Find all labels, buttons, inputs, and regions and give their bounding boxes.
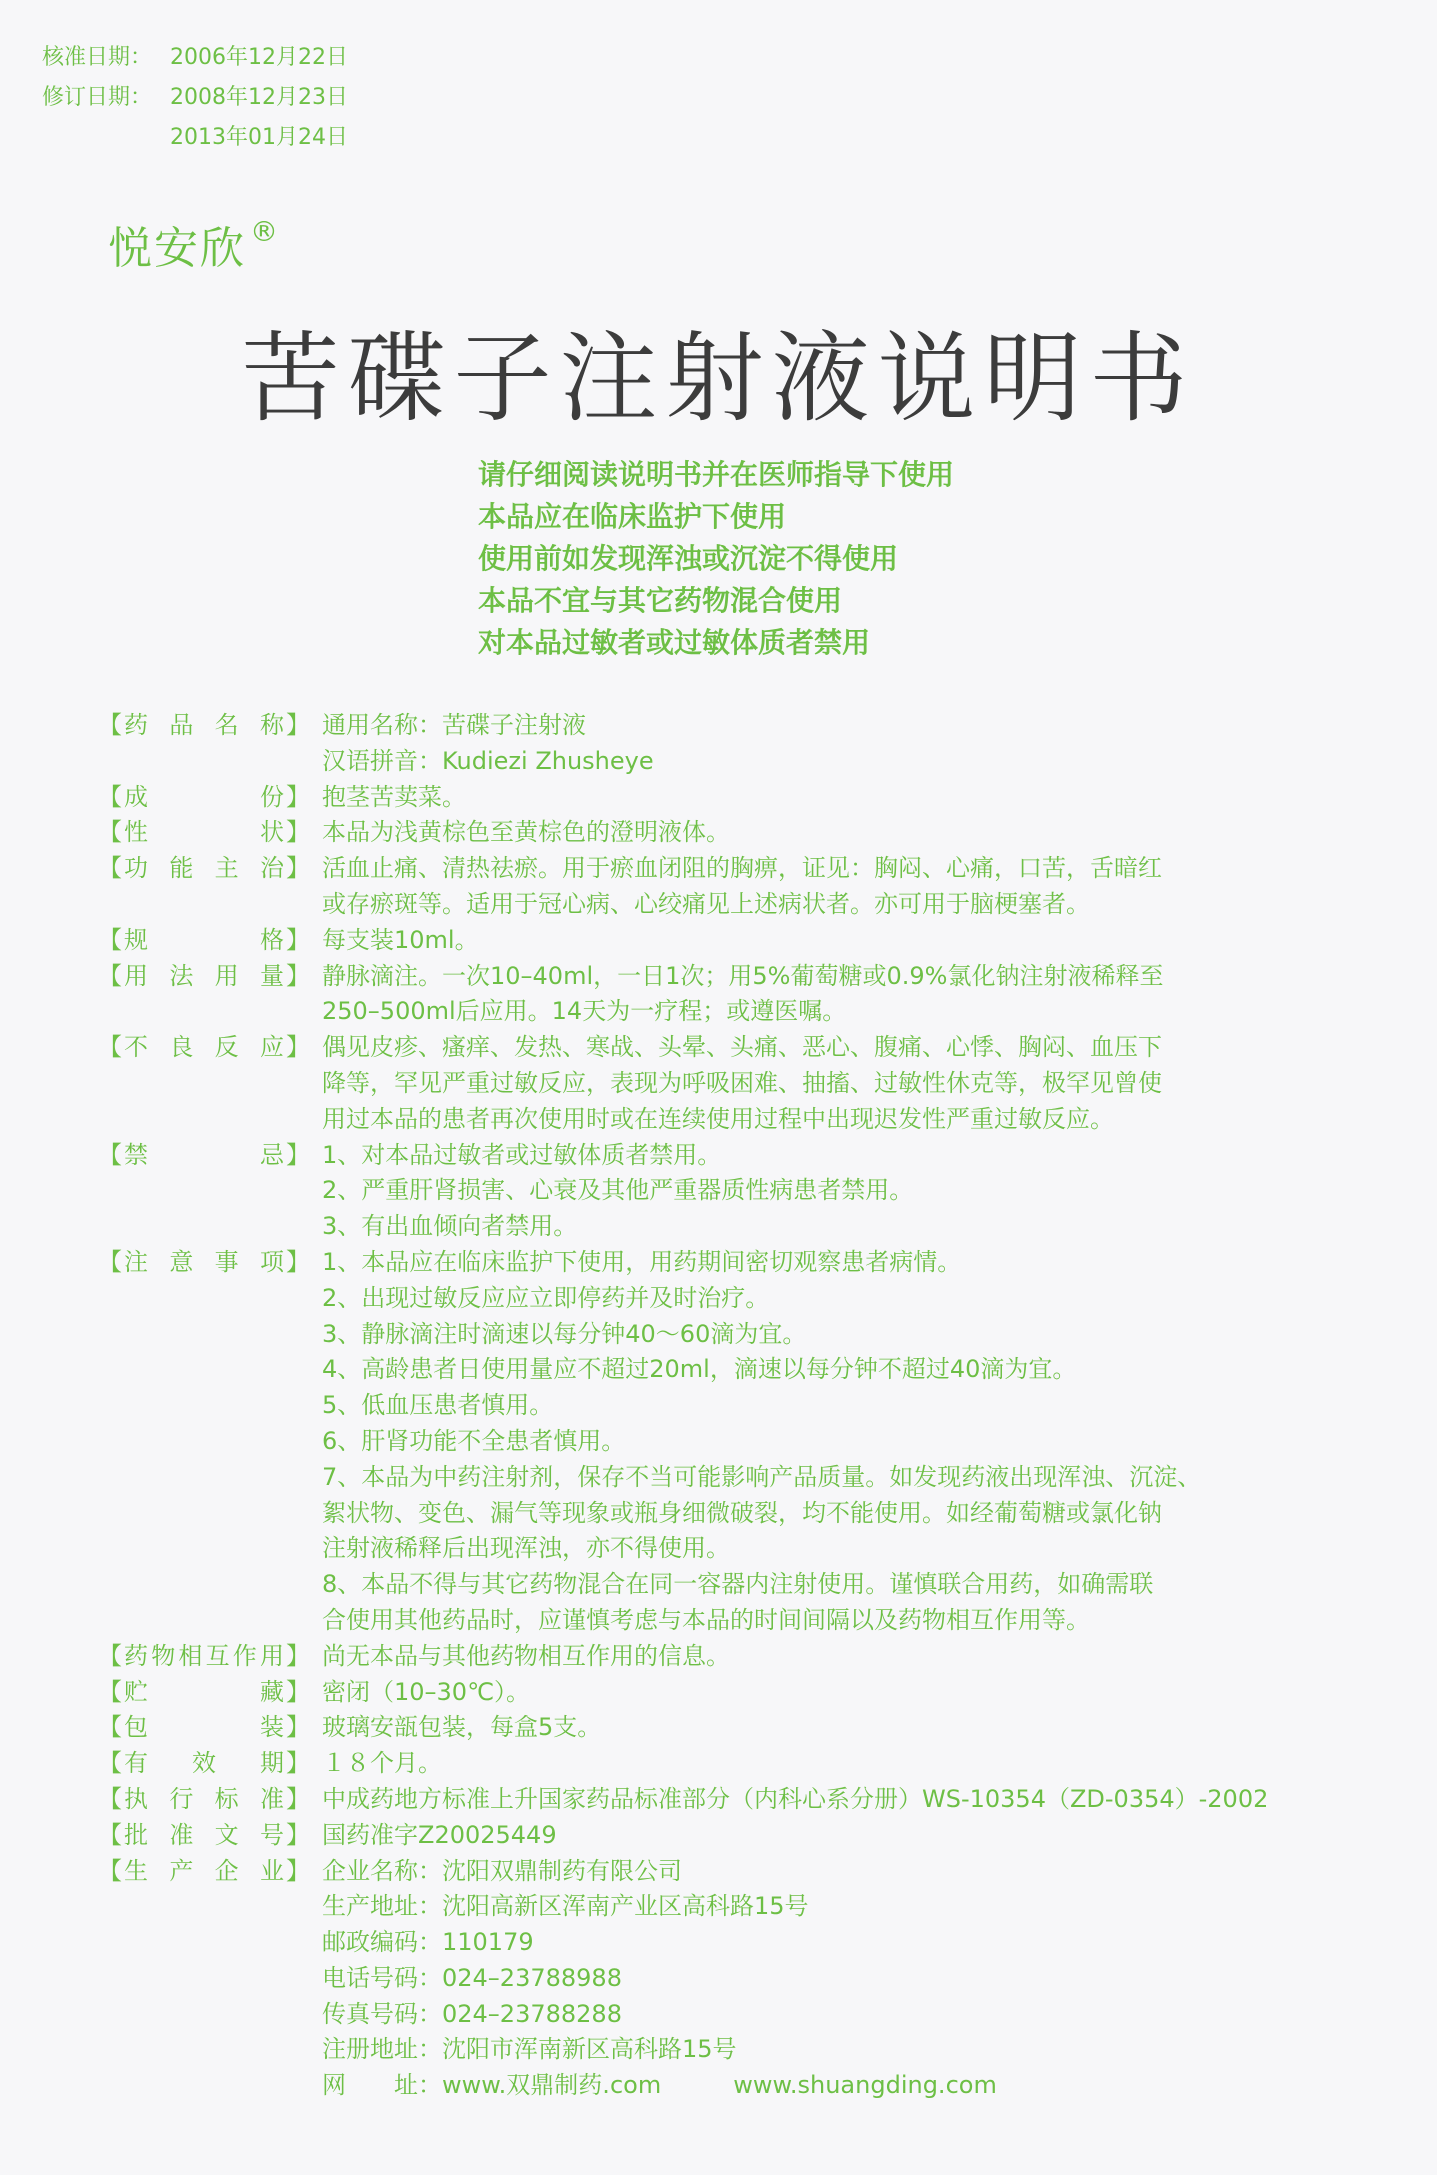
bracket-close: 】 [286,1641,310,1670]
approved-date-row [42,38,348,78]
section-line: 注册地址：沈阳市浑南新区高科路15号 [322,2035,737,2064]
bracket-open: 【 [98,925,122,954]
section-line: 250–500ml后应用。14天为一疗程；或遵医嘱。 [322,997,847,1026]
label-char: 禁 [124,1140,148,1169]
warning-line: 对本品过敏者或过敏体质者禁用 [478,626,871,659]
section-label [98,708,310,780]
section-line: 3、有出血倾向者禁用。 [322,1212,578,1241]
section-row [98,1854,1358,2105]
label-char: 注 [124,1247,148,1276]
section-label-text [122,1639,286,1675]
section-body [322,1854,1342,2105]
section-label [98,815,310,851]
revised-date-2: 2013年01月24日 [170,125,348,150]
bracket-open: 【 [98,1247,122,1276]
section-label-text [122,1854,286,2105]
section-line: 密闭（10–30℃）。 [322,1677,531,1706]
brand-name [108,212,280,276]
section-line: 尚无本品与其他药物相互作用的信息。 [322,1641,730,1670]
section-body [322,815,1342,851]
approved-date-label: 核准日期： [42,45,153,70]
section-body [322,959,1342,1031]
section-label-text [122,1782,286,1818]
section-body [322,1245,1342,1639]
label-char: 药 [124,711,148,739]
section-line: 电话号码：024–23788988 [322,1963,622,1992]
label-char: 称 [259,711,284,739]
section-body [322,1675,1342,1711]
section-row [98,780,1358,816]
warning-line: 本品应在临床监护下使用 [478,500,787,533]
section-line: 玻璃安瓿包装，每盒5支。 [322,1713,602,1742]
label-char: 成 [124,782,148,811]
section-row [98,1639,1358,1675]
section-label-text [122,708,286,780]
section-line: 6、肝肾功能不全患者慎用。 [322,1426,626,1455]
bracket-open: 【 [98,1677,122,1706]
section-label [98,959,310,1031]
section-line: 通用名称：苦碟子注射液 [322,711,586,739]
section-body [322,923,1342,959]
warnings-block [478,454,954,664]
label-char: 主 [214,854,239,883]
section-line: 8、本品不得与其它药物混合在同一容器内注射使用。谨慎联合用药，如确需联 [322,1570,1154,1599]
section-row [98,851,1358,923]
label-char: 作 [232,1641,257,1670]
label-char: 药 [124,1641,148,1670]
bracket-open: 【 [98,818,122,847]
section-row [98,1818,1358,1854]
section-line: 本品为浅黄棕色至黄棕色的澄明液体。 [322,818,730,847]
section-line: 注射液稀释后出现浑浊，亦不得使用。 [322,1534,730,1563]
document-title: 苦碟子注射液说明书 [241,322,1196,436]
label-char: 期 [260,1749,284,1778]
label-char: 性 [124,818,148,847]
section-body [322,780,1342,816]
label-char: 执 [124,1784,148,1813]
label-char: 互 [205,1641,230,1670]
section-label-text [122,1675,286,1711]
section-body [322,1138,1342,1245]
label-char: 量 [259,961,284,990]
label-char: 状 [260,818,284,847]
bracket-open: 【 [98,1749,122,1778]
section-row [98,1138,1358,1245]
section-label [98,1030,310,1137]
section-body [322,1639,1342,1675]
warning-line: 本品不宜与其它药物混合使用 [478,584,843,617]
label-char: 良 [169,1033,194,1062]
section-row [98,1746,1358,1782]
bracket-open: 【 [98,1713,122,1742]
section-label-text [122,1138,286,1245]
section-line: 1、对本品过敏者或过敏体质者禁用。 [322,1140,722,1169]
label-char: 效 [192,1749,216,1778]
section-label [98,1854,310,2105]
label-char: 规 [124,925,148,954]
label-char: 标 [214,1784,239,1813]
bracket-close: 】 [286,961,310,990]
section-row [98,1710,1358,1746]
section-line: 活血止痛、清热祛瘀。用于瘀血闭阻的胸痹，证见：胸闷、心痛，口苦，舌暗红 [322,854,1162,883]
section-row [98,1782,1358,1818]
section-body [322,1746,1342,1782]
bracket-close: 】 [286,854,310,883]
section-body [322,1710,1342,1746]
label-char: 治 [259,854,284,883]
section-label-text [122,1818,286,1854]
label-char: 名 [214,711,239,739]
bracket-close: 】 [286,782,310,811]
approved-date: 2006年12月22日 [170,45,348,70]
label-char: 文 [214,1820,239,1849]
section-label-text [122,923,286,959]
section-label-text [122,1746,286,1782]
bracket-close: 】 [286,925,310,954]
label-char: 反 [214,1033,239,1062]
bracket-close: 】 [286,1033,310,1062]
bracket-close: 】 [286,1247,310,1276]
label-char: 物 [151,1641,176,1670]
section-line: 每支装10ml。 [322,925,479,954]
section-line: 抱茎苦荬菜。 [322,782,466,811]
label-char: 生 [124,1856,148,1885]
section-line: 4、高龄患者日使用量应不超过20ml，滴速以每分钟不超过40滴为宜。 [322,1355,1077,1384]
section-label [98,1782,310,1818]
label-char: 法 [169,961,194,990]
section-label [98,1710,310,1746]
section-line: 汉语拼音：Kudiezi Zhusheye [322,746,654,775]
sections-list [98,708,1358,2104]
section-line: 传真号码：024–23788288 [322,1999,622,2028]
revised-date-row [42,78,348,118]
label-char: 忌 [260,1140,284,1169]
label-char: 用 [259,1641,284,1670]
label-char: 号 [259,1820,284,1849]
bracket-close: 】 [286,711,310,739]
label-char: 格 [260,925,284,954]
section-line: １８个月。 [322,1749,442,1778]
label-char: 项 [259,1247,284,1276]
section-line: 絮状物、变色、漏气等现象或瓶身细微破裂，均不能使用。如经葡萄糖或氯化钠 [322,1498,1162,1527]
section-label-text [122,1245,286,1639]
label-char: 产 [169,1856,194,1885]
label-char: 贮 [124,1677,148,1706]
bracket-open: 【 [98,961,122,990]
section-line: 中成药地方标准上升国家药品标准部分（内科心系分册）WS-10354（ZD-0354）-2002 [322,1784,1269,1813]
section-line: 偶见皮疹、瘙痒、发热、寒战、头晕、头痛、恶心、腹痛、心悸、胸闷、血压下 [322,1033,1162,1062]
label-char: 有 [124,1749,148,1778]
section-row [98,815,1358,851]
bracket-open: 【 [98,711,122,739]
bracket-open: 【 [98,1033,122,1062]
dates-block [42,38,348,158]
bracket-open: 【 [98,854,122,883]
section-line: 2、严重肝肾损害、心衰及其他严重器质性病患者禁用。 [322,1176,914,1205]
section-label [98,1675,310,1711]
section-line: 降等，罕见严重过敏反应，表现为呼吸困难、抽搐、过敏性休克等，极罕见曾使 [322,1068,1162,1097]
section-row [98,959,1358,1031]
section-label [98,780,310,816]
label-char: 相 [178,1641,203,1670]
section-row [98,708,1358,780]
label-char: 准 [259,1784,284,1813]
label-char: 企 [214,1856,239,1885]
section-line: 邮政编码：110179 [322,1928,534,1957]
section-label [98,1746,310,1782]
label-char: 藏 [260,1677,284,1706]
bracket-open: 【 [98,1140,122,1169]
bracket-close: 】 [286,1749,310,1778]
bracket-open: 【 [98,1856,122,1885]
brand-text: 悦安欣 [108,223,246,274]
section-line: 合使用其他药品时，应谨慎考虑与本品的时间间隔以及药物相互作用等。 [322,1605,1090,1634]
section-label-text [122,1030,286,1137]
label-char: 不 [124,1033,148,1062]
section-line: 企业名称：沈阳双鼎制药有限公司 [322,1856,682,1885]
section-line: 2、出现过敏反应应立即停药并及时治疗。 [322,1283,770,1312]
label-char: 意 [169,1247,194,1276]
bracket-open: 【 [98,1784,122,1813]
label-char: 批 [124,1820,148,1849]
warning-line: 使用前如发现浑浊或沉淀不得使用 [478,542,899,575]
registered-mark: ® [250,215,280,249]
section-line: 5、低血压患者慎用。 [322,1391,554,1420]
section-label [98,1245,310,1639]
section-label-text [122,815,286,851]
section-row [98,1030,1358,1137]
label-char: 用 [124,961,148,990]
label-char: 用 [214,961,239,990]
section-line: 1、本品应在临床监护下使用，用药期间密切观察患者病情。 [322,1247,962,1276]
section-body [322,1782,1342,1818]
section-label [98,1639,310,1675]
label-char: 准 [169,1820,194,1849]
section-label [98,1818,310,1854]
label-char: 业 [259,1856,284,1885]
label-char: 功 [124,854,148,883]
section-label-text [122,1710,286,1746]
section-row [98,1675,1358,1711]
warning-line: 请仔细阅读说明书并在医师指导下使用 [478,458,955,491]
label-char: 应 [259,1033,284,1062]
revised-date-label-blank [42,118,170,158]
label-char: 能 [169,854,194,883]
section-line: 网 址：www.双鼎制药.com www.shuangding.com [322,2071,997,2100]
bracket-close: 】 [286,1140,310,1169]
section-line: 或存瘀斑等。适用于冠心病、心绞痛见上述病状者。亦可用于脑梗塞者。 [322,889,1090,918]
section-row [98,1245,1358,1639]
section-label [98,851,310,923]
label-char: 品 [169,711,194,739]
section-row [98,923,1358,959]
section-body [322,1030,1342,1137]
section-label-text [122,851,286,923]
section-line: 生产地址：沈阳高新区浑南产业区高科路15号 [322,1892,809,1921]
revised-date-row-2 [42,118,348,158]
label-char: 行 [169,1784,194,1813]
bracket-open: 【 [98,1641,122,1670]
section-line: 国药准字Z20025449 [322,1820,557,1849]
label-char: 事 [214,1247,239,1276]
section-label [98,1138,310,1245]
section-label-text [122,959,286,1031]
bracket-open: 【 [98,1820,122,1849]
revised-date-1: 2008年12月23日 [170,85,348,110]
bracket-close: 】 [286,1784,310,1813]
bracket-close: 】 [286,1856,310,1885]
bracket-close: 】 [286,1820,310,1849]
section-line: 3、静脉滴注时滴速以每分钟40～60滴为宜。 [322,1319,807,1348]
label-char: 包 [124,1713,148,1742]
section-body [322,708,1342,780]
label-char: 份 [260,782,284,811]
section-body [322,851,1342,923]
section-line: 静脉滴注。一次10–40ml，一日1次；用5%葡萄糖或0.9%氯化钠注射液稀释至 [322,961,1164,990]
bracket-close: 】 [286,1677,310,1706]
section-label-text [122,780,286,816]
bracket-close: 】 [286,818,310,847]
revised-date-label: 修订日期： [42,85,153,110]
section-body [322,1818,1342,1854]
bracket-close: 】 [286,1713,310,1742]
section-line: 用过本品的患者再次使用时或在连续使用过程中出现迟发性严重过敏反应。 [322,1104,1114,1133]
label-char: 装 [260,1713,284,1742]
section-line: 7、本品为中药注射剂，保存不当可能影响产品质量。如发现药液出现浑浊、沉淀、 [322,1462,1202,1491]
bracket-open: 【 [98,782,122,811]
section-label [98,923,310,959]
